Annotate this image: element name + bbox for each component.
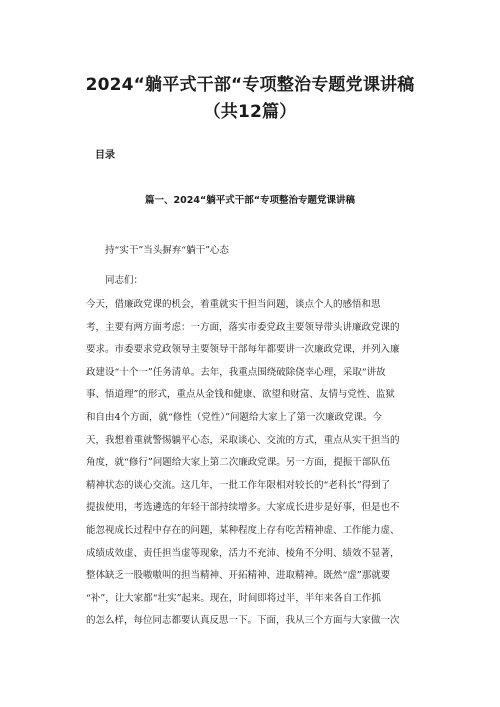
document-title-line2: （共12篇） — [203, 102, 297, 122]
document-title — [60, 72, 440, 126]
body-line: “补”，让大家都“壮实”起来。现在，时间即将过半，半年来各自工作抓 — [86, 592, 381, 604]
speech-subtitle: 持“实干”当头摒弃“躺干”心态 — [105, 245, 229, 256]
body-line: 提拔使用，考选遴选的年轻干部持续增多。大家成长进步是好事，但是也不 — [86, 502, 400, 514]
body-line: 角度，就“修行”问题给大家上第二次廉政党课。另一方面，提振干部队伍 — [86, 457, 391, 469]
salutation: 同志们： — [105, 275, 144, 286]
body-line: 的怎么样，每位同志都要认真反思一下。下面，我从三个方面与大家做一次 — [86, 615, 400, 627]
body-line: 整体缺乏一股嗷嗷叫的担当精神、开拓精神、进取精神。既然“虚”那就要 — [86, 570, 391, 582]
section-heading: 篇一、2024“躺平式干部“专项整治专题党课讲稿 — [145, 195, 355, 206]
body-line: 要求。市委要求党政领导主要领导干部每年都要讲一次廉政党课，并列入廉 — [86, 344, 400, 356]
body-paragraph — [86, 294, 414, 633]
body-line: 考，主要有两方面考虑：一方面，落实市委党政主要领导带头讲廉政党课的 — [86, 321, 400, 333]
body-line: 精神状态的谈心交流。这几年，一批工作年限相对较长的“老科长”得到了 — [86, 479, 391, 491]
body-line: 政建设“十个一”任务清单。去年，我重点围绕破除侥幸心理，采取“讲故 — [86, 366, 386, 378]
body-line: 和自由4个方面，就“修性（党性）”问题给大家上了第一次廉政党课。今 — [86, 411, 383, 423]
document-title-line1: 2024“躺平式干部“专项整治专题党课讲稿 — [85, 75, 415, 95]
toc-label: 目录 — [95, 150, 115, 161]
body-line: 今天，借廉政党课的机会，着重就实干担当问题，谈点个人的感悟和思 — [86, 299, 381, 310]
body-line: 能忽视成长过程中存在的问题，某种程度上存有吃苦精神虚、工作能力虚、 — [86, 524, 400, 536]
body-line: 成绩成效虚、责任担当虚等现象，活力不充沛、棱角不分明、绩效不显著， — [86, 547, 400, 559]
body-line: 事、悟道理”的形式，重点从金钱和健康、欲望和财富、友情与党性、监狱 — [86, 389, 395, 401]
body-line: 天，我想着重就警惕躺平心态，采取谈心、交流的方式，重点从实干担当的 — [86, 434, 400, 446]
